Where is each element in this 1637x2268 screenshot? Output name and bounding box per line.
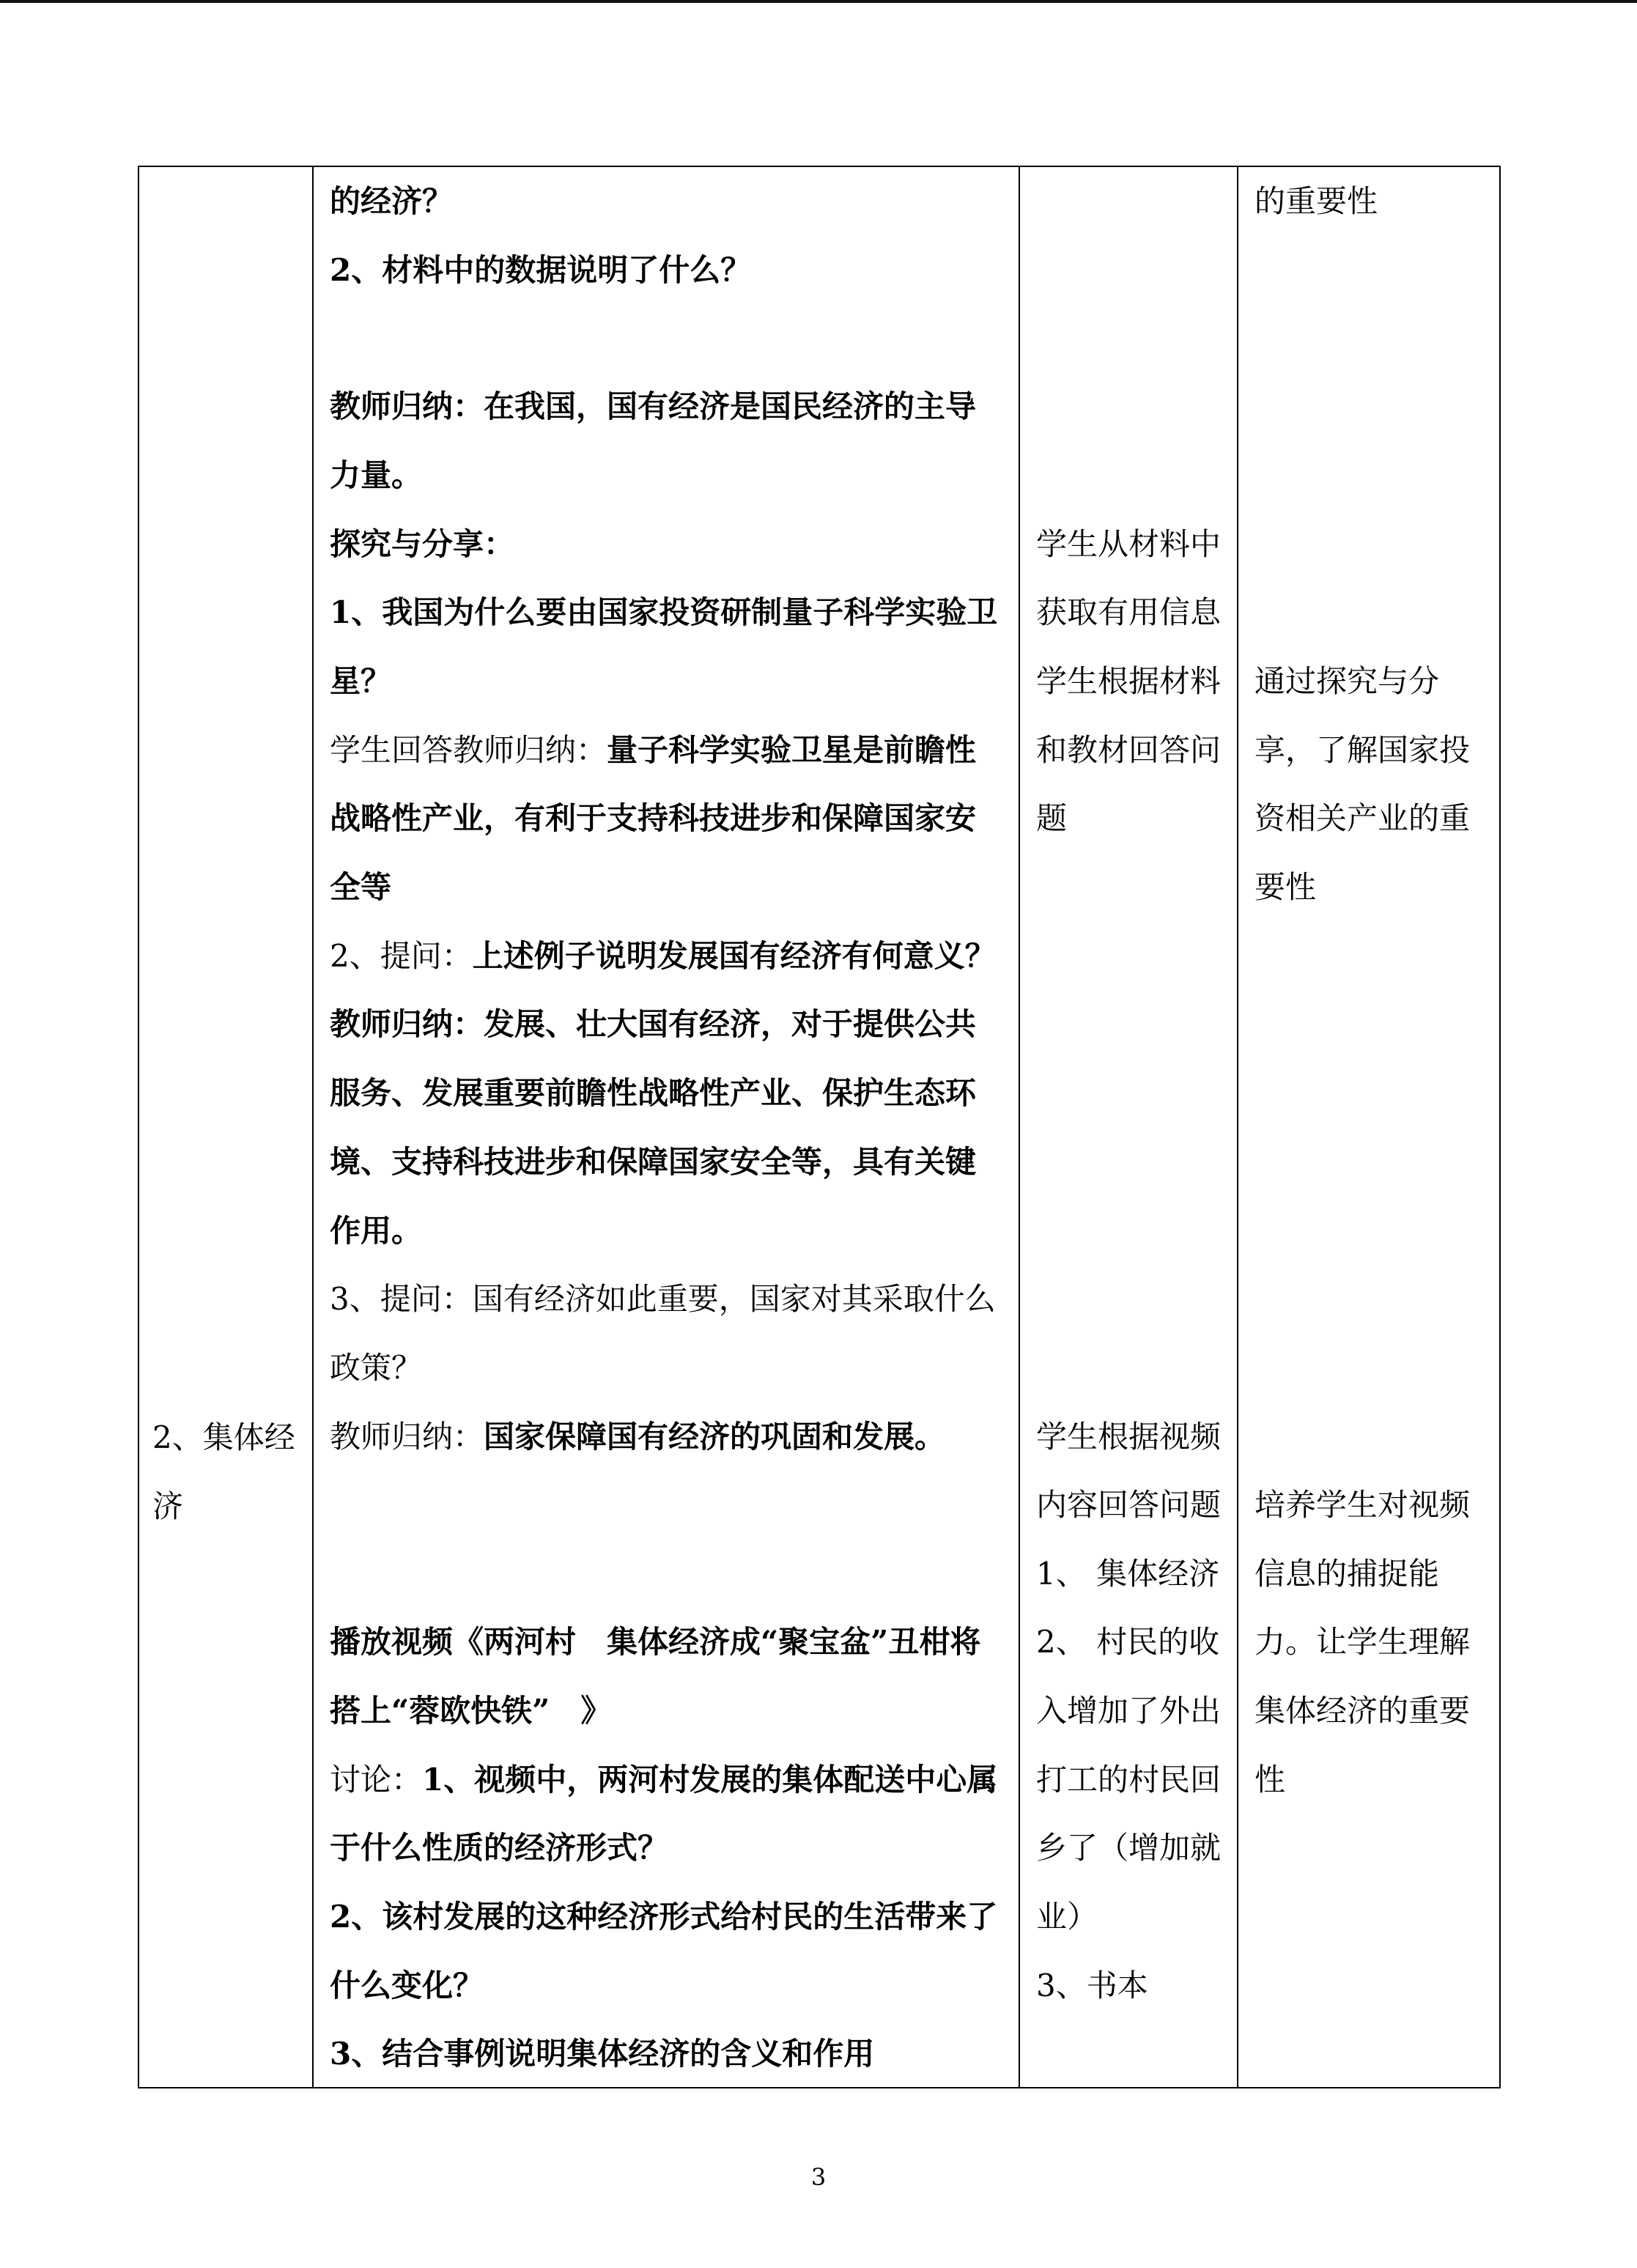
activity-line: 学生从材料中 (1036, 526, 1222, 562)
section-heading-line-2: 济 (152, 1488, 184, 1524)
process-line (330, 1758, 997, 1802)
process-line-emphasis: 量子科学实验卫星是前瞻性 (607, 732, 977, 768)
process-line: 1、我国为什么要由国家投资研制量子科学实验卫 (330, 594, 998, 630)
process-line-emphasis: 上述例子说明发展国有经济有何意义？ (472, 938, 996, 974)
activity-line: 学生根据视频 (1036, 1419, 1222, 1455)
activity-line: 3、书本 (1036, 1968, 1148, 2003)
activity-line: 入增加了外出 (1036, 1693, 1222, 1729)
activity-line: 业） (1036, 1899, 1098, 1935)
process-line: 的经济？ (330, 183, 454, 219)
process-line: 战略性产业，有利于支持科技进步和保障国家安 (330, 800, 977, 836)
intent-line: 性 (1254, 1762, 1286, 1798)
process-line: 教师归纳：在我国，国有经济是国民经济的主导 (330, 388, 977, 424)
activity-line: 题 (1036, 800, 1068, 836)
process-line-emphasis: 国家保障国有经济的巩固和发展。 (484, 1419, 946, 1455)
process-line: 探究与分享： (330, 526, 515, 562)
process-line: 政策？ (330, 1350, 423, 1386)
column-divider-1 (312, 166, 314, 2088)
activity-line: 内容回答问题 (1036, 1487, 1222, 1523)
activity-line: 乡了（增加就 (1036, 1830, 1222, 1866)
process-line: 服务、发展重要前瞻性战略性产业、保护生态环 (330, 1075, 977, 1111)
process-line: 2、该村发展的这种经济形式给村民的生活带来了 (330, 1899, 998, 1935)
process-line: 3、提问：国有经济如此重要，国家对其采取什么 (330, 1281, 996, 1317)
activity-line: 1、 集体经济 (1036, 1556, 1220, 1592)
activity-line: 2、 村民的收 (1036, 1624, 1220, 1660)
intent-line: 力。让学生理解 (1254, 1624, 1471, 1660)
process-line: 作用。 (330, 1213, 423, 1249)
process-line: 力量。 (330, 457, 423, 493)
intent-line: 培养学生对视频 (1254, 1487, 1471, 1523)
process-line-prefix: 讨论： (330, 1762, 423, 1798)
process-line-emphasis: 1、视频中，两河村发展的集体配送中心属 (422, 1762, 998, 1798)
process-line-prefix: 教师归纳： (330, 1419, 484, 1455)
process-line: 于什么性质的经济形式？ (330, 1830, 669, 1866)
process-line: 3、结合事例说明集体经济的含义和作用 (330, 2036, 875, 2072)
top-border (0, 0, 1637, 3)
process-line: 教师归纳：发展、壮大国有经济，对于提供公共 (330, 1006, 977, 1042)
process-line: 搭上“蓉欧快铁” 》 (330, 1693, 612, 1729)
process-line (330, 728, 976, 772)
intent-line: 要性 (1254, 869, 1317, 905)
activity-line: 获取有用信息 (1036, 594, 1222, 630)
intent-line: 集体经济的重要 (1254, 1693, 1471, 1729)
activity-line: 打工的村民回 (1036, 1762, 1222, 1798)
process-line-prefix: 学生回答教师归纳： (330, 732, 607, 768)
process-line-prefix: 2、提问： (330, 938, 473, 974)
intent-line: 信息的捕捉能 (1254, 1556, 1440, 1592)
intent-line: 资相关产业的重 (1254, 800, 1471, 836)
column-divider-3 (1237, 166, 1238, 2088)
process-line (330, 1415, 945, 1459)
section-heading-line-1: 2、集体经 (152, 1419, 295, 1455)
process-line: 什么变化？ (330, 1968, 484, 2003)
process-line: 播放视频《两河村 集体经济成“聚宝盆”丑柑将 (330, 1624, 981, 1660)
intent-line: 的重要性 (1254, 183, 1378, 219)
process-line: 境、支持科技进步和保障国家安全等，具有关键 (330, 1144, 977, 1180)
intent-line: 享，了解国家投 (1254, 732, 1471, 768)
intent-line: 通过探究与分 (1254, 663, 1440, 699)
column-divider-2 (1019, 166, 1020, 2088)
process-line: 2、材料中的数据说明了什么？ (330, 252, 752, 288)
activity-line: 学生根据材料 (1036, 663, 1222, 699)
process-line (330, 934, 996, 978)
process-line: 全等 (330, 869, 392, 905)
activity-line: 和教材回答问 (1036, 732, 1222, 768)
page-number: 3 (810, 2163, 827, 2191)
process-line: 星？ (330, 663, 392, 699)
